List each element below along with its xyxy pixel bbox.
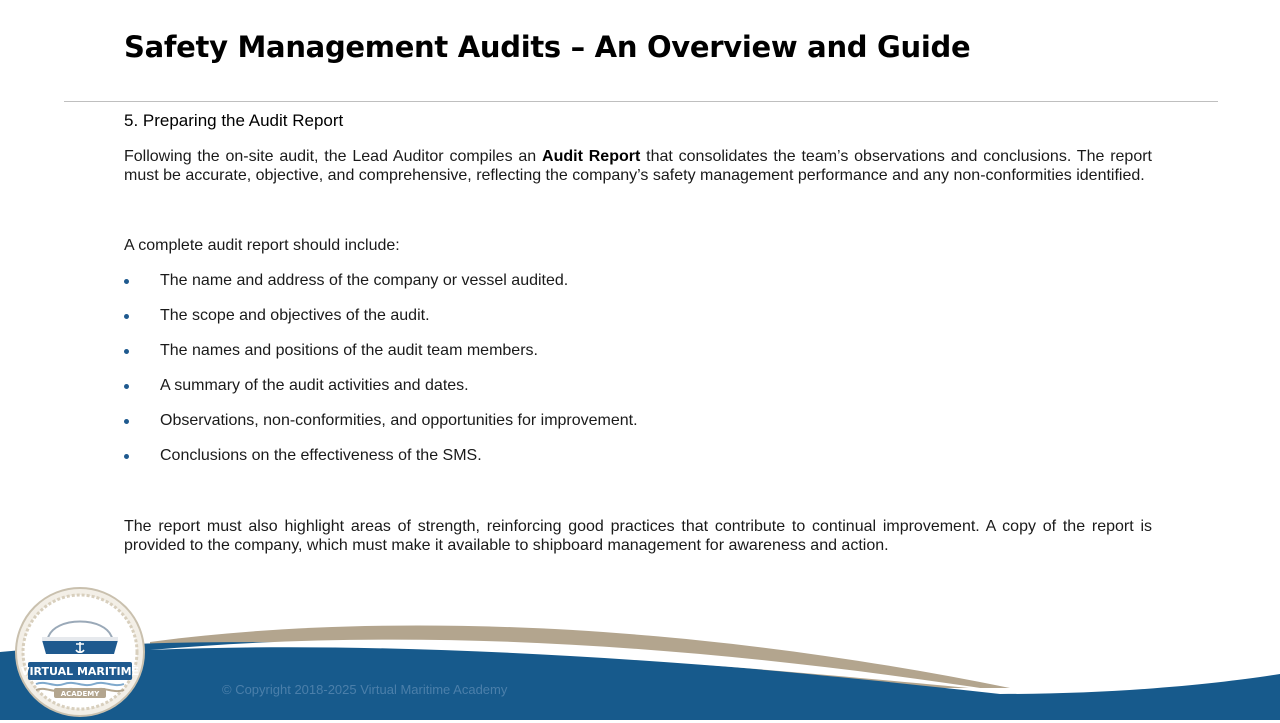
intro-paragraph xyxy=(124,147,1152,185)
logo-line1: VIRTUAL MARITIME xyxy=(20,665,140,678)
audit-report-term: Audit Report xyxy=(542,148,641,165)
list-item xyxy=(124,271,1152,306)
slide-title: Safety Management Audits – An Overview and Guide xyxy=(124,30,971,64)
logo-line2: ACADEMY xyxy=(60,690,100,698)
list-item xyxy=(124,341,1152,376)
logo-seal-icon xyxy=(14,586,146,718)
bullet-dot-icon xyxy=(124,384,129,389)
list-item-text: Observations, non-conformities, and opportunities for improvement. xyxy=(160,412,638,429)
closing-paragraph: The report must also highlight areas of strength, reinforcing good practices that contribute to continual improvement. A copy of the report is provided to the company, which must make it available to shipboard management for awareness and action. xyxy=(124,518,1152,554)
list-item-text: The names and positions of the audit team members. xyxy=(160,342,538,359)
list-item xyxy=(124,376,1152,411)
list-item-text: The name and address of the company or vessel audited. xyxy=(160,272,569,289)
bullet-dot-icon xyxy=(124,454,129,459)
intro-text-end: that consolidates the team’s observations and conclusions. The report must be accurate, objective, and comprehensive, reflecting the company’s safety management performance and any non-conformities identified. xyxy=(124,148,1153,184)
wave-graphic xyxy=(0,590,1280,720)
slide-body xyxy=(124,110,1152,555)
footer-wave xyxy=(0,590,1280,720)
list-item xyxy=(124,306,1152,341)
list-item xyxy=(124,411,1152,446)
academy-logo xyxy=(14,586,146,718)
title-divider xyxy=(64,101,1218,102)
bullet-dot-icon xyxy=(124,349,129,354)
list-lead-text: A complete audit report should include: xyxy=(124,237,400,254)
list-item-text: Conclusions on the effectiveness of the SMS. xyxy=(160,447,482,464)
copyright-text: © Copyright 2018-2025 Virtual Maritime Academy xyxy=(222,682,508,697)
bullet-dot-icon xyxy=(124,314,129,319)
section-heading: 5. Preparing the Audit Report xyxy=(124,111,344,130)
intro-text-start: Following the on-site audit, the Lead Auditor compiles an xyxy=(124,148,543,165)
bullet-dot-icon xyxy=(124,279,129,284)
list-item xyxy=(124,446,1152,481)
list-item-text: A summary of the audit activities and dates. xyxy=(160,377,469,394)
bullet-dot-icon xyxy=(124,419,129,424)
report-contents-list xyxy=(124,271,1152,481)
list-item-text: The scope and objectives of the audit. xyxy=(160,307,430,324)
